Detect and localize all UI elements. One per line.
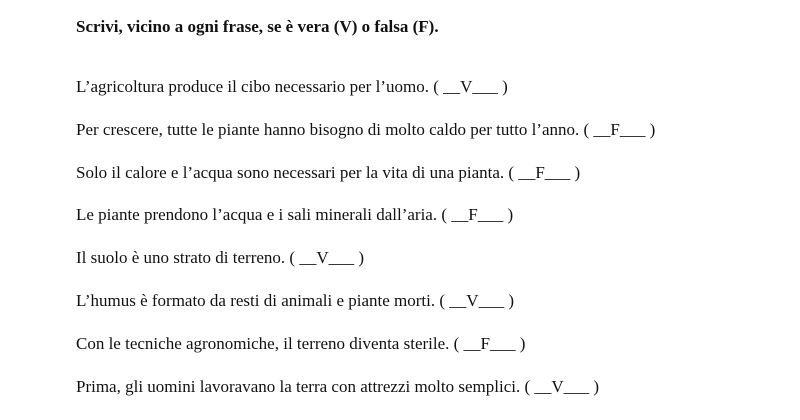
answer-blank: ( __V___ ) [439,290,514,310]
statement-2 [76,119,655,141]
statement-text: L’agricoltura produce il cibo necessario per l’uomo. [76,77,429,96]
statement-text: Per crescere, tutte le piante hanno bisogno di molto caldo per tutto l’anno. [76,119,580,139]
answer-blank: ( __F___ ) [453,333,526,353]
instruction-heading: Scrivi, vicino a ogni frase, se è vera (V) o falsa (F). [76,17,439,36]
statement-3 [76,162,655,184]
statement-text: Prima, gli uomini lavoravano la terra con attrezzi molto semplici. [76,376,521,396]
answer-blank: ( __F___ ) [583,119,656,139]
statement-text: Il suolo è uno strato di terreno. [76,248,286,268]
statement-1 [76,76,655,98]
statement-8 [76,376,655,398]
answer-blank: ( __V___ ) [524,376,600,396]
answer-blank: ( __V___ ) [433,77,508,96]
answer-blank: ( __V___ ) [289,248,365,268]
statement-text: Le piante prendono l’acqua e i sali minerali dall’aria. [76,205,438,225]
statement-list [76,76,655,418]
statement-text: Solo il calore e l’acqua sono necessari per la vita di una pianta. [76,162,505,182]
statement-text: L’humus è formato da resti di animali e piante morti. [76,290,436,310]
answer-blank: ( __F___ ) [508,162,581,182]
answer-blank: ( __F___ ) [441,205,514,225]
statement-6 [76,290,655,312]
statement-text: Con le tecniche agronomiche, il terreno diventa sterile. [76,333,450,353]
statement-5 [76,247,655,269]
statement-7 [76,333,655,355]
statement-4 [76,204,655,226]
